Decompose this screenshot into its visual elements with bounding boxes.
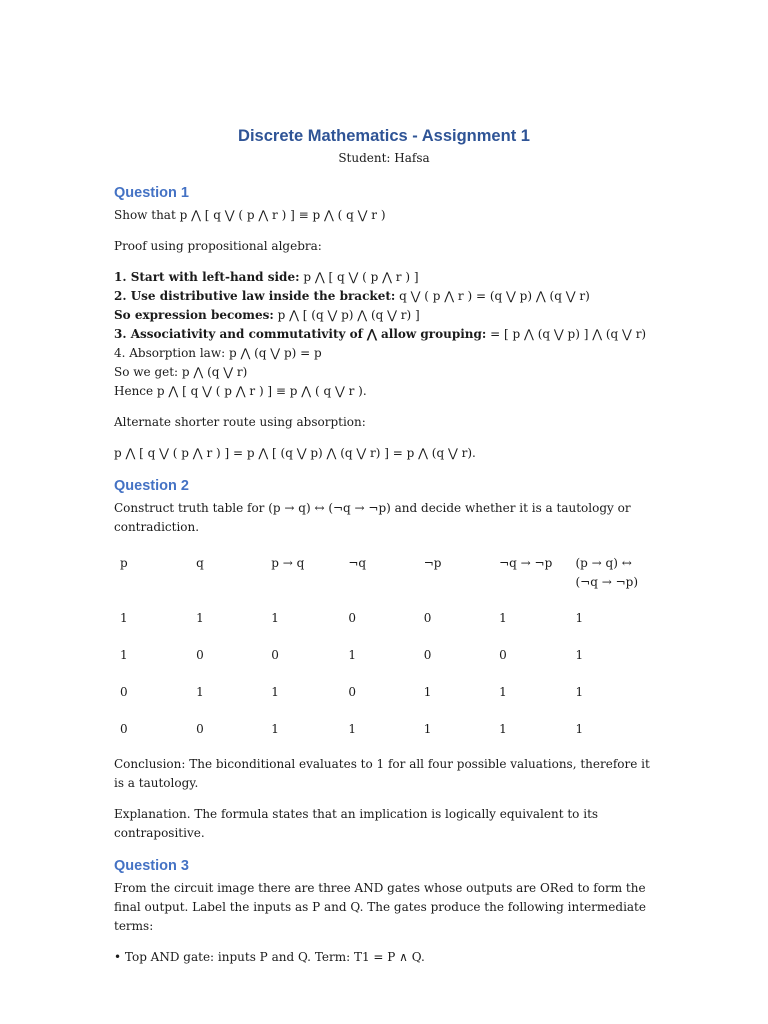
truth-table-cell: 1 [575, 722, 584, 736]
truth-table-cell: 1 [423, 722, 432, 736]
q2-prompt: Construct truth table for (p → q) ↔ (¬q → ¬p) and decide whether it is a tautology or contradiction. [114, 501, 631, 534]
truth-table-header-cell: p [120, 556, 128, 570]
q1-step-2b-label: So expression becomes: [114, 308, 274, 322]
truth-table-cell: 0 [120, 685, 128, 699]
truth-table-cell: 1 [271, 722, 279, 736]
truth-table-row [114, 641, 654, 678]
q1-step-1 [114, 268, 654, 287]
truth-table-cell: 0 [348, 611, 356, 625]
truth-table-header-cell: ¬q → ¬p [499, 556, 553, 570]
question-1-heading: Question 1 [114, 185, 189, 201]
truth-table-cell: 1 [348, 648, 356, 662]
truth-table-cell: 0 [423, 648, 432, 662]
q3-bullet-1: • Top AND gate: inputs P and Q. Term: T1 = P ∧ Q. [114, 950, 425, 964]
q1-step-2 [114, 287, 654, 306]
q2-conclusion: Conclusion: The biconditional evaluates to 1 for all four possible valuations, therefore it is a tautology. [114, 757, 650, 790]
truth-table-header-cell: q [196, 556, 204, 570]
truth-table-header-cell: (p → q) ↔ (¬q → ¬p) [575, 556, 639, 589]
q1-step-3-label: 3. Associativity and commutativity of ⋀ allow grouping: [114, 327, 487, 341]
truth-table-header-cell: p → q [271, 556, 305, 570]
truth-table-row [114, 715, 654, 752]
q1-step-1-label: 1. Start with left-hand side: [114, 270, 300, 284]
q1-step-3 [114, 325, 654, 344]
truth-table-cell: 1 [196, 685, 204, 699]
truth-table-cell: 0 [423, 611, 432, 625]
document-title: Discrete Mathematics - Assignment 1 [238, 127, 530, 145]
student-name: Student: Hafsa [338, 151, 430, 165]
truth-table-cell: 0 [196, 648, 204, 662]
q1-step-6: Hence p ⋀ [ q ⋁ ( p ⋀ r ) ] ≡ p ⋀ ( q ⋁ r ). [114, 384, 367, 398]
truth-table-cell: 1 [271, 611, 279, 625]
q1-step-1-text: p ⋀ [ q ⋁ ( p ⋀ r ) ] [299, 270, 419, 284]
truth-table-cell: 1 [348, 722, 356, 736]
q1-step-2-text: q ⋁ ( p ⋀ r ) = (q ⋁ p) ⋀ (q ⋁ r) [395, 289, 590, 303]
q1-intro: Proof using propositional algebra: [114, 239, 322, 253]
truth-table-cell: 1 [499, 611, 507, 625]
q1-step-5: So we get: p ⋀ (q ⋁ r) [114, 365, 248, 379]
truth-table-cell: 1 [120, 611, 128, 625]
truth-table-cell: 0 [499, 648, 507, 662]
q1-step-2b-text: p ⋀ [ (q ⋁ p) ⋀ (q ⋁ r) ] [273, 308, 420, 322]
q2-explanation: Explanation. The formula states that an implication is logically equivalent to its contrapositive. [114, 807, 599, 840]
truth-table-cell: 1 [575, 611, 584, 625]
truth-table-cell: 1 [271, 685, 279, 699]
truth-table [114, 550, 654, 752]
question-3-heading: Question 3 [114, 858, 189, 874]
q1-step-3-text: = [ p ⋀ (q ⋁ p) ] ⋀ (q ⋁ r) [486, 327, 647, 341]
truth-table-cell: 1 [120, 648, 128, 662]
q1-step-2b [114, 306, 654, 325]
truth-table-cell: 0 [120, 722, 128, 736]
truth-table-row [114, 604, 654, 641]
truth-table-header-row [114, 550, 654, 604]
truth-table-cell: 0 [348, 685, 356, 699]
q1-alt-line: p ⋀ [ q ⋁ ( p ⋀ r ) ] = p ⋀ [ (q ⋁ p) ⋀ (q ⋁ r) ] = p ⋀ (q ⋁ r). [114, 446, 476, 460]
truth-table-cell: 1 [575, 648, 584, 662]
truth-table-cell: 1 [575, 685, 584, 699]
truth-table-cell: 1 [196, 611, 204, 625]
q3-intro: From the circuit image there are three AND gates whose outputs are ORed to form the final output. Label the inputs as P and Q. The gates produce the following intermediate terms: [114, 881, 646, 933]
truth-table-row [114, 678, 654, 715]
truth-table-cell: 0 [271, 648, 279, 662]
truth-table-cell: 1 [423, 685, 432, 699]
truth-table-cell: 1 [499, 722, 507, 736]
q1-alt-intro: Alternate shorter route using absorption: [114, 415, 366, 429]
truth-table-cell: 0 [196, 722, 204, 736]
question-2-heading: Question 2 [114, 478, 189, 494]
truth-table-header-cell: ¬p [423, 556, 442, 570]
truth-table-cell: 1 [499, 685, 507, 699]
truth-table-header-cell: ¬q [348, 556, 367, 570]
q1-step-4: 4. Absorption law: p ⋀ (q ⋁ p) = p [114, 346, 322, 360]
q1-prompt: Show that p ⋀ [ q ⋁ ( p ⋀ r ) ] ≡ p ⋀ ( q ⋁ r ) [114, 208, 386, 222]
q1-step-2-label: 2. Use distributive law inside the bracket: [114, 289, 396, 303]
